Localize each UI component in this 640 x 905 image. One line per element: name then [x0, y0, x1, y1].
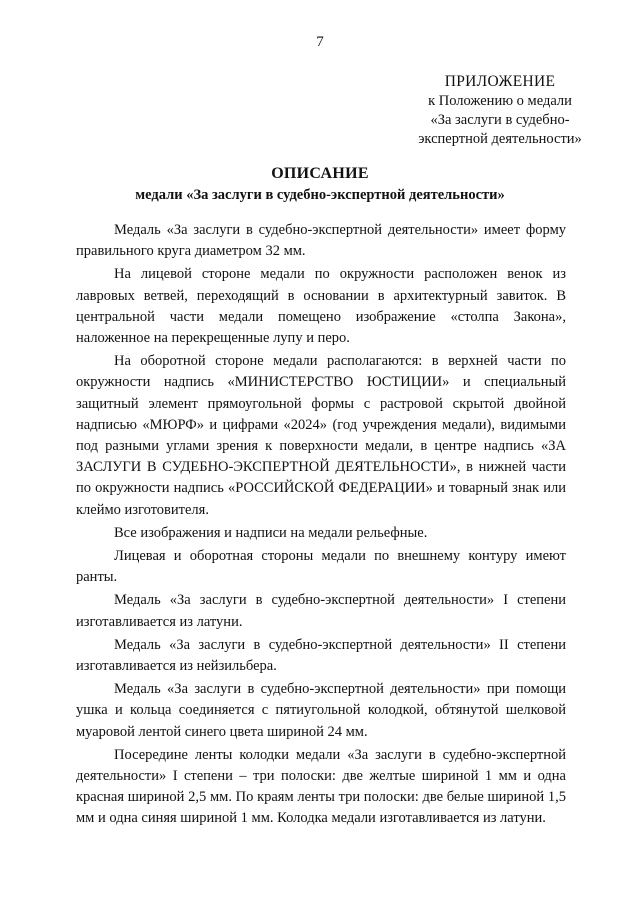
- page-number: 7: [316, 34, 324, 50]
- paragraph: Все изображения и надписи на медали рельефные.: [114, 524, 428, 541]
- title-block: [0, 163, 640, 206]
- appendix-line: «За заслуги в судебно-: [430, 112, 570, 128]
- appendix-line: экспертной деятельности»: [418, 131, 582, 147]
- document-subtitle: медали «За заслуги в судебно-экспертной деятельности»: [135, 187, 505, 203]
- paragraph: Лицевая и оборотная стороны медали по внешнему контуру имеют ранты.: [76, 548, 566, 586]
- appendix-block: [380, 72, 620, 149]
- document-title: ОПИСАНИЕ: [271, 165, 369, 182]
- appendix-heading: ПРИЛОЖЕНИЕ: [444, 73, 556, 90]
- paragraph: Медаль «За заслуги в судебно-экспертной деятельности» при помощи ушка и кольца соединяется с пятиугольной колодкой, обтянутой шелковой муаровой лентой синего цвета шириной 24 мм.: [76, 681, 566, 740]
- paragraph: Посередине ленты колодки медали «За заслуги в судебно-экспертной деятельности» I степени – три полоски: две желтые шириной 1 мм и одна красная шириной 2,5 мм. По краям ленты три полоски: две белые шириной 1,5 мм и одна синяя шириной 1 мм. Колодка медали изготавливается из латуни.: [76, 746, 566, 827]
- paragraph: Медаль «За заслуги в судебно-экспертной деятельности» I степени изготавливается из латуни.: [76, 592, 566, 630]
- body-text: [76, 220, 566, 830]
- paragraph: На лицевой стороне медали по окружности расположен венок из лавровых ветвей, переходящий в основании в архитектурный завиток. В центральной части медали помещено изображение «столпа Закона», наложенное на перекрещенные лупу и перо.: [76, 266, 566, 347]
- appendix-line: к Положению о медали: [428, 93, 572, 109]
- paragraph: На оборотной стороне медали располагаются: в верхней части по окружности надпись «МИНИСТЕРСТВО ЮСТИЦИИ» и специальный защитный элемент прямоугольной формы с растровой скрытой двойной надписью «МЮРФ» и цифрами «2024» (год учреждения медали), видимыми под разными углами зрения к поверхности медали, в центре надпись «ЗА ЗАСЛУГИ В СУДЕБНО-ЭКСПЕРТНОЙ ДЕЯТЕЛЬНОСТИ», в нижней части по окружности надпись «РОССИЙСКОЙ ФЕДЕРАЦИИ» и товарный знак или клеймо изготовителя.: [76, 353, 566, 518]
- paragraph: Медаль «За заслуги в судебно-экспертной деятельности» имеет форму правильного круга диаметром 32 мм.: [76, 222, 566, 260]
- paragraph: Медаль «За заслуги в судебно-экспертной деятельности» II степени изготавливается из нейзильбера.: [76, 636, 566, 675]
